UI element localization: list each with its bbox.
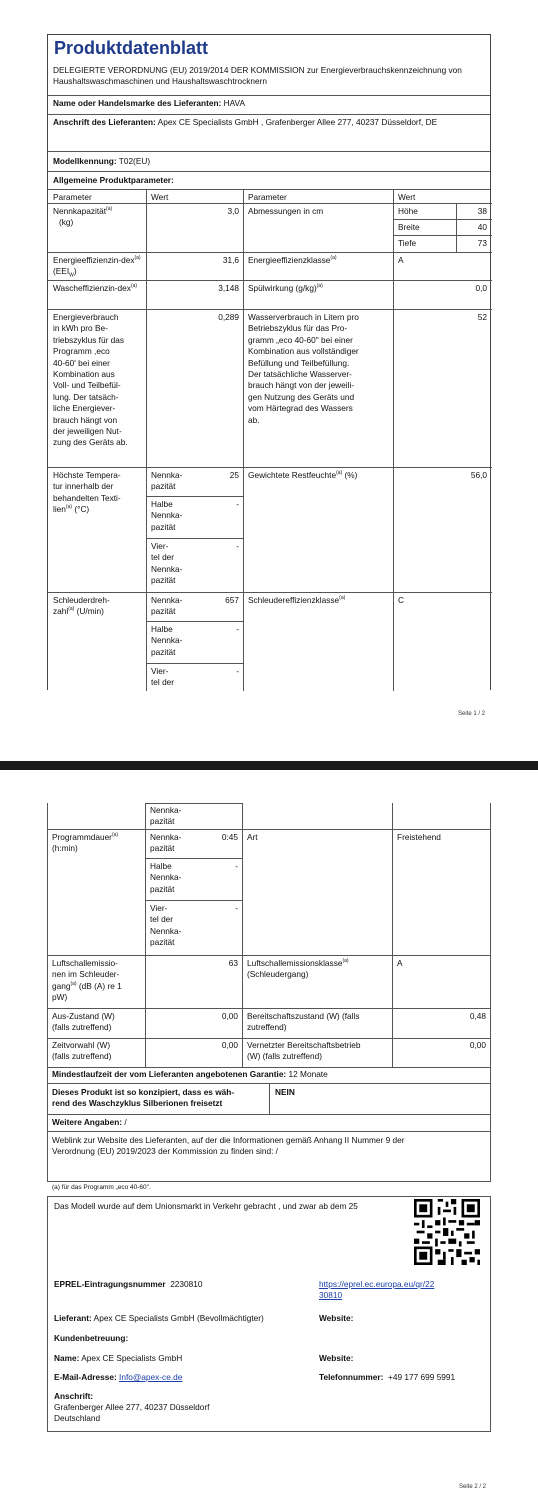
depth-label: Tiefe	[398, 238, 417, 248]
header-parameter-2: Parameter	[248, 192, 287, 202]
type-label: Art	[247, 832, 258, 842]
off-mode-value: 0,00	[221, 1011, 238, 1021]
noise-label: Luftschallemissio- nen im Schleuder- gang$^{(a)}$ (dB (A) re 1 pW)	[52, 958, 122, 1003]
width-label: Breite	[398, 222, 420, 232]
datasheet-page-2-table	[47, 803, 491, 1181]
header-parameter: Parameter	[53, 192, 92, 202]
capacity-label: Nennkapazität$^{(a)}$ (kg)	[53, 206, 113, 228]
spin-value-quarter: -	[236, 666, 239, 676]
page-number-1: Seite 1 / 2	[458, 711, 486, 717]
supplier-address: Apex CE Specialists GmbH , Grafenberger Allee 277, 40237 Düsseldorf, DE	[157, 117, 438, 127]
continued-capacity-label: Nennka- pazität	[150, 805, 182, 827]
networked-standby-label: Vernetzter Bereitschaftsbetrieb (W) (falls zutreffend)	[247, 1040, 361, 1062]
duration-sub-label-quarter: Vier- tel der Nennka- pazität	[150, 903, 182, 948]
supplier-address-row: Anschrift des Lieferanten: Apex CE Specialists GmbH , Grafenberger Allee 277, 40237 Düsseldorf, DE	[48, 115, 490, 152]
model-row: Modellkennung: T02(EU)	[48, 152, 490, 172]
supplier-name: HAVA	[223, 98, 245, 108]
program-duration-label: Programmdauer$^{(a)}$ (h:min)	[52, 832, 119, 854]
width-value: 40	[477, 222, 487, 232]
capacity-value: 3,0	[227, 206, 239, 216]
water-consumption-label: Wasserverbrauch in Litern pro Betriebszyklus für das Pro- gramm „eco 40-60" bei einer Kombination aus vollständiger Befüllung und Teilbefüllung. Der tatsächliche Wasserver- brauch hängt von der jeweili- gen Nutzung des Geräts und vom Härtegrad des Wassers ab.	[248, 312, 359, 425]
eprel-row: EPREL-Eintragungsnummer 2230810	[54, 1279, 203, 1289]
address-text: Grafenberger Allee 277, 40237 Düsseldorf Deutschland	[54, 1402, 210, 1424]
header-value: Wert	[151, 192, 169, 202]
temp-value-full: 25	[229, 470, 239, 480]
depth-value: 73	[477, 238, 487, 248]
temp-sub-label-quarter: Vier- tel der Nennka- pazität	[151, 541, 183, 586]
silver-ions-label: Dieses Produkt ist so konzipiert, dass es wäh- rend des Waschzyklus Silberionen freisetzt	[52, 1087, 235, 1109]
energy-consumption-value: 0,289	[218, 312, 239, 322]
type-value: Freistehend	[397, 832, 441, 842]
eprel-number: 2230810	[170, 1279, 203, 1289]
temp-sub-label-half: Halbe Nennka- pazität	[151, 499, 183, 532]
delay-start-label: Zeitvorwahl (W) (falls zutreffend)	[52, 1040, 112, 1062]
duration-value-half: -	[235, 861, 238, 871]
page-number-2: Seite 2 / 2	[459, 1484, 487, 1490]
weblink-text: Weblink zur Website des Lieferanten, auf der die Informationen gemäß Anhang II Nummer 9 der Verordnung (EU) 2019/2023 der Kommission zu finden sind: /	[52, 1135, 405, 1157]
noise-class-value: A	[397, 958, 403, 968]
noise-value: 63	[228, 958, 238, 968]
energy-class-label: Energieeffizienzklasse$^{(a)}$	[248, 255, 337, 265]
email-row: E-Mail-Adresse: Info@apex-ce.de	[54, 1372, 183, 1382]
spin-sub-label-quarter: Vier- tel der	[151, 666, 175, 688]
height-label: Höhe	[398, 206, 418, 216]
height-value: 38	[477, 206, 487, 216]
duration-value-full: 0:45	[221, 832, 238, 842]
website-label: Website:	[319, 1313, 354, 1323]
duration-value-quarter: -	[235, 903, 238, 913]
moisture-label: Gewichtete Restfeuchte$^{(a)}$ (%)	[248, 470, 358, 480]
spin-speed-label: Schleuderdreh- zahl$^{(a)}$ (U/min)	[53, 595, 110, 617]
dimensions-label: Abmessungen in cm	[248, 206, 324, 216]
general-params-heading: Allgemeine Produktparameter:	[48, 172, 490, 190]
rinse-label: Spülwirkung $(g/kg)^{(a)}$	[248, 283, 323, 293]
duration-sub-label-half: Halbe Nennka- pazität	[150, 861, 182, 894]
networked-standby-value: 0,00	[469, 1040, 486, 1050]
temp-value-quarter: -	[236, 541, 239, 551]
supplier-name-row: Name oder Handelsmarke des Lieferanten: HAVA	[48, 96, 490, 115]
standby-value: 0,48	[469, 1011, 486, 1021]
energy-class-value: A	[398, 255, 404, 265]
standby-label: Bereitschaftszustand (W) (falls zutreffend)	[247, 1011, 360, 1033]
address-label: Anschrift:	[54, 1391, 94, 1401]
eei-label: Energieeffizienzin-dex$^{(a)}$ $(EEI_W)$	[53, 255, 141, 280]
temp-sub-label-full: Nennka- pazität	[151, 470, 183, 492]
spin-sub-label-full: Nennka- pazität	[151, 595, 183, 617]
silver-ions-value: NEIN	[275, 1087, 295, 1097]
rinse-value: 0,0	[475, 283, 487, 293]
duration-sub-label-full: Nennka- pazität	[150, 832, 182, 854]
datasheet-page-1	[47, 34, 491, 690]
header-value-2: Wert	[398, 192, 416, 202]
moisture-value: 56,0	[470, 470, 487, 480]
spin-class-value: C	[398, 595, 404, 605]
customer-name-row: Name: Apex CE Specialists GmbH	[54, 1353, 183, 1363]
footnote: (a) für das Programm „eco 40-60".	[52, 1184, 151, 1191]
spin-class-label: Schleudereffizienzklasse$^{(a)}$	[248, 595, 346, 605]
supplier-info-box	[47, 1196, 491, 1432]
phone-row: Telefonnummer: +49 177 699 5991	[319, 1372, 456, 1382]
spin-value-full: 657	[225, 595, 239, 605]
noise-class-label: Luftschallemissionsklasse$^{(a)}$ (Schleudergang)	[247, 958, 349, 980]
email-link[interactable]: Info@apex-ce.de	[119, 1372, 183, 1382]
page-separator	[0, 761, 538, 770]
temp-value-half: -	[236, 499, 239, 509]
eei-value: 31,6	[222, 255, 239, 265]
spin-value-half: -	[236, 624, 239, 634]
website2-label: Website:	[319, 1353, 354, 1363]
water-consumption-value: 52	[477, 312, 487, 322]
energy-consumption-label: Energieverbrauch in kWh pro Be- triebszyklus für das Programm ,eco 40-60' bei einer Kombination aus Voll- und Teilbefül- lung. Der tatsäch- liche Energiever- brauch hängt von der jeweiligen Nut- zung des Geräts ab.	[53, 312, 128, 448]
off-mode-label: Aus-Zustand (W) (falls zutreffend)	[52, 1011, 115, 1033]
delay-start-value: 0,00	[221, 1040, 238, 1050]
qr-code	[414, 1199, 480, 1265]
page-title: Produktdatenblatt	[54, 38, 209, 58]
max-temperature-label: Höchste Tempera- tur innerhalb der behandelten Texti- lien$^{(a)}$ (°C)	[53, 470, 121, 515]
customer-service-label: Kundenbetreuung:	[54, 1333, 129, 1343]
warranty-row: Mindestlaufzeit der vom Lieferanten angebotenen Garantie: 12 Monate	[52, 1069, 328, 1079]
spin-sub-label-half: Halbe Nennka- pazität	[151, 624, 183, 657]
supplier-row: Lieferant: Apex CE Specialists GmbH (Bevollmächtigter)	[54, 1313, 264, 1323]
wash-efficiency-value: 3,148	[218, 283, 239, 293]
further-info-row: Weitere Angaben: /	[52, 1117, 127, 1127]
market-date-text: Das Modell wurde auf dem Unionsmarkt in Verkehr gebracht , und zwar ab dem 25	[54, 1201, 358, 1211]
model-id: T02(EU)	[118, 156, 151, 166]
wash-efficiency-label: Wascheffizienzin-dex$^{(a)}$	[53, 283, 138, 293]
eprel-link[interactable]: https://eprel.ec.europa.eu/qr/22 30810	[319, 1279, 435, 1301]
regulation-text: DELEGIERTE VERORDNUNG (EU) 2019/2014 DER KOMMISSION zur Energieverbrauchskennzeichnung von Haushaltswaschmaschinen und Haushaltswaschtrocknern	[48, 64, 490, 96]
